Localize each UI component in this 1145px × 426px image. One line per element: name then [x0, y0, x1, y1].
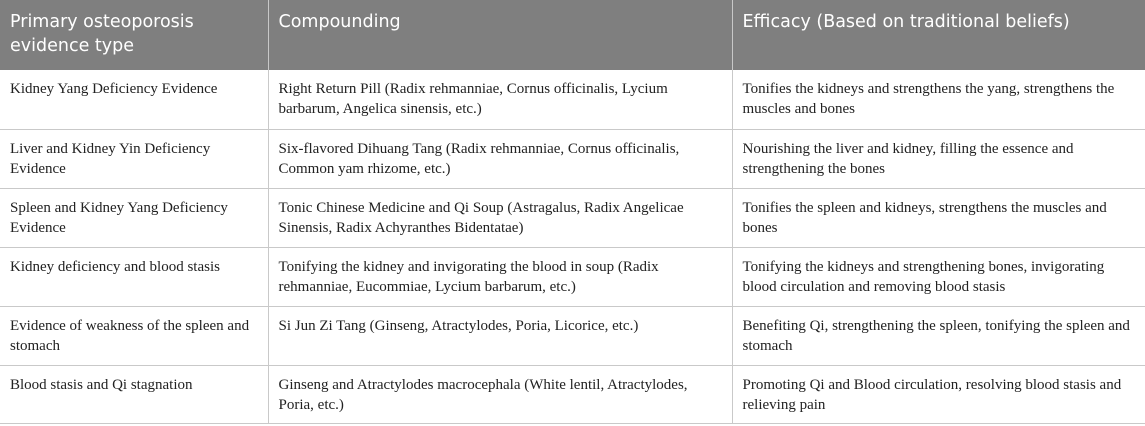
table-row	[0, 188, 1145, 247]
table-row	[0, 365, 1145, 423]
cell-efficacy: Tonifies the spleen and kidneys, strengthens the muscles and bones	[732, 188, 1145, 247]
table-row	[0, 247, 1145, 306]
cell-efficacy: Benefiting Qi, strengthening the spleen, tonifying the spleen and stomach	[732, 306, 1145, 365]
cell-evidence: Spleen and Kidney Yang Deficiency Evidence	[0, 188, 268, 247]
table-header	[0, 0, 1145, 70]
table-row	[0, 70, 1145, 129]
header-row	[0, 0, 1145, 70]
cell-compounding: Six-flavored Dihuang Tang (Radix rehmanniae, Cornus officinalis, Common yam rhizome, etc.)	[268, 129, 732, 188]
cell-compounding: Tonifying the kidney and invigorating the blood in soup (Radix rehmanniae, Eucommiae, Lycium barbarum, etc.)	[268, 247, 732, 306]
cell-efficacy: Promoting Qi and Blood circulation, resolving blood stasis and relieving pain	[732, 365, 1145, 423]
cell-efficacy: Tonifying the kidneys and strengthening bones, invigorating blood circulation and removing blood stasis	[732, 247, 1145, 306]
cell-compounding: Ginseng and Atractylodes macrocephala (White lentil, Atractylodes, Poria, etc.)	[268, 365, 732, 423]
cell-compounding: Right Return Pill (Radix rehmanniae, Cornus officinalis, Lycium barbarum, Angelica sinensis, etc.)	[268, 70, 732, 129]
cell-efficacy: Tonifies the kidneys and strengthens the yang, strengthens the muscles and bones	[732, 70, 1145, 129]
table-row	[0, 129, 1145, 188]
cell-efficacy: Nourishing the liver and kidney, filling the essence and strengthening the bones	[732, 129, 1145, 188]
header-efficacy: Efficacy (Based on traditional beliefs)	[732, 0, 1145, 70]
cell-compounding: Si Jun Zi Tang (Ginseng, Atractylodes, Poria, Licorice, etc.)	[268, 306, 732, 365]
header-compounding: Compounding	[268, 0, 732, 70]
cell-evidence: Kidney deficiency and blood stasis	[0, 247, 268, 306]
cell-evidence: Kidney Yang Deficiency Evidence	[0, 70, 268, 129]
cell-evidence: Liver and Kidney Yin Deficiency Evidence	[0, 129, 268, 188]
cell-evidence: Evidence of weakness of the spleen and stomach	[0, 306, 268, 365]
table-row	[0, 306, 1145, 365]
cell-compounding: Tonic Chinese Medicine and Qi Soup (Astragalus, Radix Angelicae Sinensis, Radix Achyranthes Bidentatae)	[268, 188, 732, 247]
cell-evidence: Blood stasis and Qi stagnation	[0, 365, 268, 423]
table-body	[0, 70, 1145, 423]
header-evidence-type: Primary osteoporosis evidence type	[0, 0, 268, 70]
